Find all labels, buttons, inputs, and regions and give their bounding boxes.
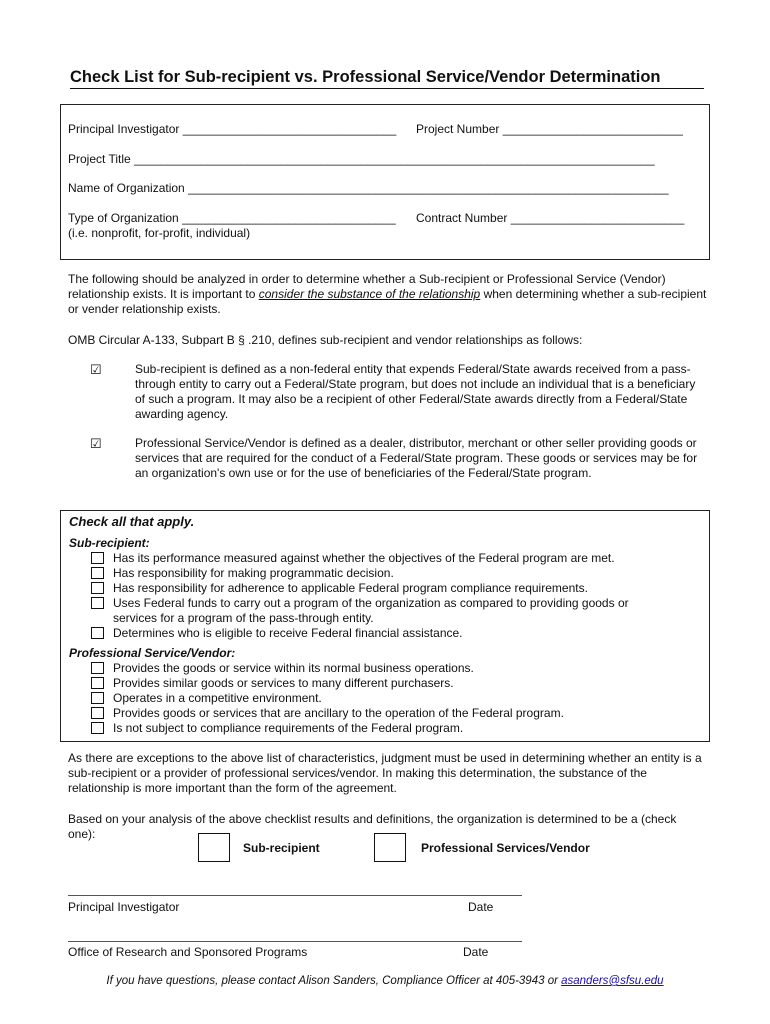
pi-label: Principal Investigator — [68, 122, 180, 136]
determination-prompt: Based on your analysis of the above checklist results and definitions, the organization is determined to be a (check one): — [68, 812, 677, 841]
checkbox[interactable] — [91, 627, 104, 639]
checklist-heading: Check all that apply. — [69, 514, 195, 529]
checklist-item-label: Provides similar goods or services to many different purchasers. — [113, 676, 454, 690]
contract-number-row — [416, 211, 684, 226]
checkbox[interactable] — [91, 662, 104, 674]
org-type-row — [68, 211, 396, 226]
orsp-signature-label: Office of Research and Sponsored Programs — [68, 945, 308, 959]
checklist-item-label: Has its performance measured against whether the objectives of the Federal program are met. — [113, 551, 615, 565]
checklist-box — [60, 510, 710, 742]
checklist-item-label: Provides goods or services that are ancillary to the operation of the Federal program. — [113, 706, 564, 720]
pi-row — [68, 122, 396, 137]
checklist-item-label: Is not subject to compliance requirements of the Federal program. — [113, 721, 464, 735]
pi-signature-label: Principal Investigator — [68, 900, 180, 914]
contact-email-link[interactable]: asanders@sfsu.edu — [561, 975, 664, 987]
page-title: Check List for Sub-recipient vs. Professional Service/Vendor Determination — [70, 67, 704, 89]
org-name-row — [68, 181, 669, 196]
checkbox[interactable] — [91, 677, 104, 689]
checked-box-icon: ☑ — [90, 362, 102, 377]
checkbox[interactable] — [91, 692, 104, 704]
checkbox[interactable] — [91, 567, 104, 579]
project-number-row — [416, 122, 683, 137]
org-type-hint: (i.e. nonprofit, for-profit, individual) — [68, 226, 251, 240]
project-title-label: Project Title — [68, 152, 131, 166]
vendor-checkbox[interactable] — [374, 833, 406, 862]
subrecipient-heading: Sub-recipient: — [69, 536, 150, 550]
definition-text: Professional Service/Vendor is defined as a dealer, distributor, merchant or other seller providing goods or services that are required for the conduct of a Federal/State program. These goods or services may be for an organization's own use or for the use of beneficiaries of the Federal/State program. — [135, 436, 698, 480]
intro-emphasis: consider the substance of the relationship — [258, 287, 481, 301]
intro-paragraph — [68, 272, 708, 317]
project-number-label: Project Number — [416, 122, 500, 136]
intro-text-after: when determining whether a sub-recipient or vender relationship exists. — [68, 287, 707, 316]
subrecipient-checkbox[interactable] — [198, 833, 230, 862]
org-name-field[interactable]: ________________________________________________________________________ — [188, 181, 669, 195]
pi-field[interactable]: ________________________________ — [182, 122, 397, 136]
checkbox[interactable] — [91, 707, 104, 719]
checklist-item-label: Has responsibility for making programmatic decision. — [113, 566, 394, 580]
contract-number-label: Contract Number — [416, 211, 508, 225]
checklist-item-label: Has responsibility for adherence to applicable Federal program compliance requirements. — [113, 581, 588, 595]
checked-box-icon: ☑ — [90, 436, 102, 451]
contract-number-field[interactable]: __________________________ — [510, 211, 685, 225]
org-type-label: Type of Organization — [68, 211, 179, 225]
pi-date-label: Date — [468, 900, 494, 914]
omb-statement: OMB Circular A-133, Subpart B § .210, defines sub-recipient and vendor relationships as follows: — [68, 333, 583, 347]
checklist-item-label: Provides the goods or service within its normal business operations. — [113, 661, 474, 675]
intro-text-before: The following should be analyzed in order to determine whether a Sub-recipient or Professional Service (Vendor) relationship exists. It is important to — [68, 272, 666, 301]
checklist-item-label: Determines who is eligible to receive Federal financial assistance. — [113, 626, 463, 640]
checklist-item-label: Operates in a competitive environment. — [113, 691, 322, 705]
checkbox[interactable] — [91, 722, 104, 734]
definition-vendor — [80, 436, 710, 498]
checkbox[interactable] — [91, 552, 104, 564]
orsp-signature-line[interactable] — [68, 941, 522, 942]
vendor-heading: Professional Service/Vendor: — [69, 646, 236, 660]
project-title-row — [68, 152, 655, 167]
org-type-field[interactable]: ________________________________ — [182, 211, 396, 225]
checkbox[interactable] — [91, 582, 104, 594]
pi-signature-line[interactable] — [68, 895, 522, 896]
checklist-item-label: Uses Federal funds to carry out a program of the organization as compared to providing goods or services for a program of the pass-through entity. — [113, 596, 629, 625]
definition-subrecipient — [80, 362, 710, 424]
contact-footer — [0, 974, 770, 989]
orsp-date-label: Date — [463, 945, 489, 959]
project-number-field[interactable]: ___________________________ — [502, 122, 683, 136]
project-title-field[interactable]: ______________________________________________________________________________ — [134, 152, 655, 166]
checkbox[interactable] — [91, 597, 104, 609]
vendor-option-label: Professional Services/Vendor — [421, 841, 590, 855]
org-name-label: Name of Organization — [68, 181, 185, 195]
definition-text: Sub-recipient is defined as a non-federal entity that expends Federal/State awards received from a pass-through entity to carry out a Federal/State program, but does not include an individual that is a beneficiary of such a program. It may also be a recipient of other Federal/State awards directly from a Federal/State awarding agency. — [135, 362, 696, 421]
footer-text: If you have questions, please contact Alison Sanders, Compliance Officer at 405-3943 or — [106, 975, 562, 987]
subrecipient-option-label: Sub-recipient — [243, 841, 320, 855]
exceptions-paragraph: As there are exceptions to the above list of characteristics, judgment must be used in determining whether an entity is a sub-recipient or a provider of professional services/vendor. In making this determination, the substance of the relationship is more important than the form of the agreement. — [68, 751, 702, 795]
